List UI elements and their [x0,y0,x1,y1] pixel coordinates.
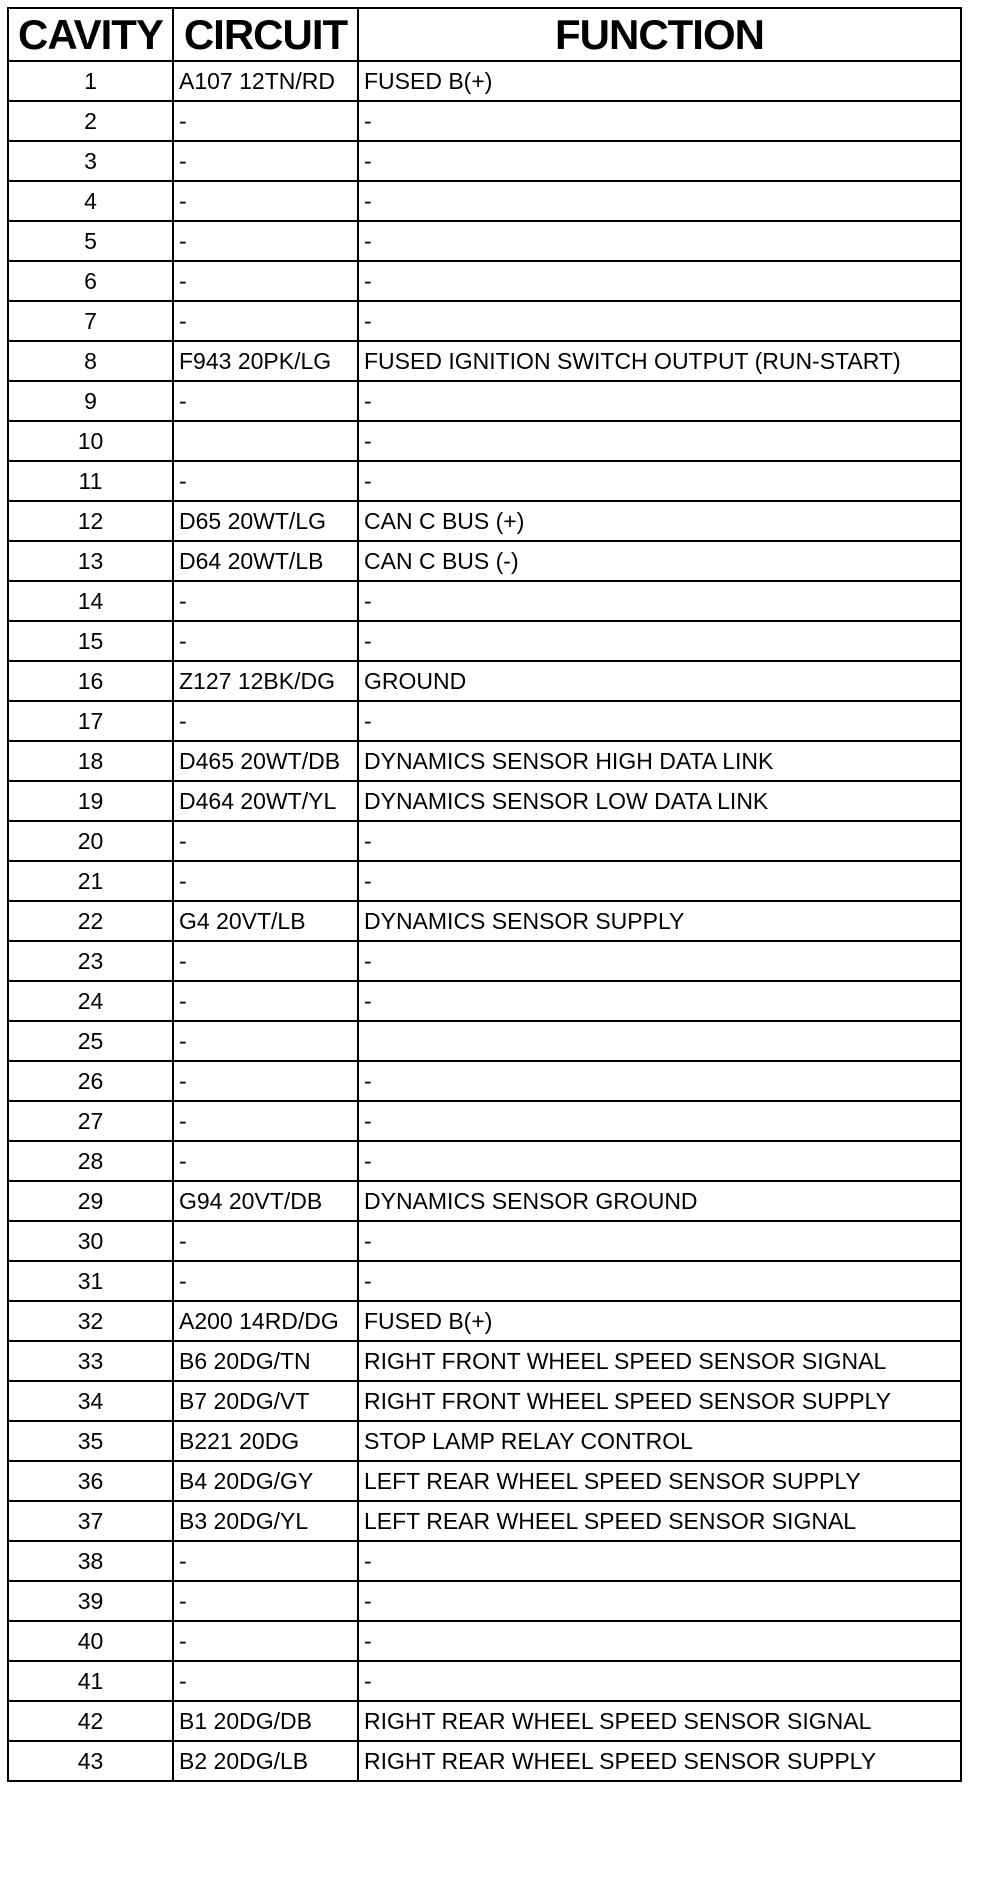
function-cell: - [358,181,961,221]
circuit-cell: G94 20VT/DB [173,1181,358,1221]
circuit-cell: - [173,1261,358,1301]
header-row [8,8,961,61]
cavity-cell: 36 [8,1461,173,1501]
table-body [8,61,961,1781]
table-row [8,1541,961,1581]
function-cell: FUSED B(+) [358,1301,961,1341]
cavity-cell: 24 [8,981,173,1021]
circuit-cell: - [173,1021,358,1061]
function-cell: - [358,421,961,461]
function-cell: GROUND [358,661,961,701]
function-cell: CAN C BUS (-) [358,541,961,581]
cavity-cell: 8 [8,341,173,381]
cavity-cell: 4 [8,181,173,221]
function-cell: - [358,621,961,661]
circuit-cell: - [173,101,358,141]
table-row [8,101,961,141]
circuit-cell: - [173,1581,358,1621]
cavity-cell: 23 [8,941,173,981]
circuit-cell: - [173,1621,358,1661]
cavity-cell: 16 [8,661,173,701]
table-row [8,541,961,581]
table-row [8,941,961,981]
table-header [8,8,961,61]
function-cell: LEFT REAR WHEEL SPEED SENSOR SUPPLY [358,1461,961,1501]
table-row [8,1181,961,1221]
table-row [8,221,961,261]
function-cell: RIGHT FRONT WHEEL SPEED SENSOR SIGNAL [358,1341,961,1381]
cavity-cell: 43 [8,1741,173,1781]
table-row [8,261,961,301]
circuit-cell: - [173,981,358,1021]
function-cell: DYNAMICS SENSOR SUPPLY [358,901,961,941]
cavity-cell: 30 [8,1221,173,1261]
function-cell: CAN C BUS (+) [358,501,961,541]
function-cell: DYNAMICS SENSOR HIGH DATA LINK [358,741,961,781]
cavity-cell: 22 [8,901,173,941]
function-cell: - [358,461,961,501]
table-row [8,861,961,901]
cavity-cell: 21 [8,861,173,901]
function-cell: - [358,1581,961,1621]
cavity-cell: 32 [8,1301,173,1341]
table-row [8,1381,961,1421]
function-cell: - [358,821,961,861]
circuit-cell: - [173,861,358,901]
function-cell: - [358,221,961,261]
function-cell: DYNAMICS SENSOR GROUND [358,1181,961,1221]
cavity-cell: 31 [8,1261,173,1301]
function-cell: FUSED B(+) [358,61,961,101]
function-cell [358,1021,961,1061]
function-cell: RIGHT FRONT WHEEL SPEED SENSOR SUPPLY [358,1381,961,1421]
circuit-cell: - [173,701,358,741]
table-row [8,461,961,501]
cavity-cell: 20 [8,821,173,861]
function-cell: - [358,941,961,981]
cavity-cell: 15 [8,621,173,661]
circuit-cell: - [173,381,358,421]
cavity-cell: 34 [8,1381,173,1421]
connector-pinout-table [7,7,962,1782]
circuit-cell: - [173,1661,358,1701]
cavity-cell: 17 [8,701,173,741]
table-row [8,1261,961,1301]
function-cell: FUSED IGNITION SWITCH OUTPUT (RUN-START) [358,341,961,381]
circuit-cell: B2 20DG/LB [173,1741,358,1781]
function-cell: - [358,261,961,301]
function-cell: - [358,1261,961,1301]
cavity-cell: 35 [8,1421,173,1461]
table-row [8,1701,961,1741]
function-cell: - [358,301,961,341]
function-cell: - [358,1141,961,1181]
circuit-cell: B4 20DG/GY [173,1461,358,1501]
table-row [8,621,961,661]
cavity-cell: 42 [8,1701,173,1741]
table-row [8,581,961,621]
cavity-cell: 28 [8,1141,173,1181]
table-row [8,1061,961,1101]
table-row [8,61,961,101]
cavity-cell: 5 [8,221,173,261]
circuit-cell: - [173,141,358,181]
header-function: FUNCTION [358,8,961,61]
table-row [8,1221,961,1261]
cavity-cell: 3 [8,141,173,181]
cavity-cell: 37 [8,1501,173,1541]
function-cell: - [358,1661,961,1701]
cavity-cell: 12 [8,501,173,541]
table-row [8,1301,961,1341]
function-cell: LEFT REAR WHEEL SPEED SENSOR SIGNAL [358,1501,961,1541]
circuit-cell: - [173,301,358,341]
table-row [8,1141,961,1181]
circuit-cell: - [173,1101,358,1141]
circuit-cell: B7 20DG/VT [173,1381,358,1421]
cavity-cell: 2 [8,101,173,141]
cavity-cell: 18 [8,741,173,781]
function-cell: - [358,581,961,621]
table-row [8,501,961,541]
function-cell: STOP LAMP RELAY CONTROL [358,1421,961,1461]
cavity-cell: 25 [8,1021,173,1061]
circuit-cell: D465 20WT/DB [173,741,358,781]
table-row [8,661,961,701]
circuit-cell: A200 14RD/DG [173,1301,358,1341]
function-cell: - [358,1061,961,1101]
table-row [8,701,961,741]
function-cell: - [358,381,961,421]
circuit-cell: D65 20WT/LG [173,501,358,541]
function-cell: - [358,981,961,1021]
cavity-cell: 19 [8,781,173,821]
table-row [8,1501,961,1541]
circuit-cell: - [173,821,358,861]
cavity-cell: 33 [8,1341,173,1381]
cavity-cell: 27 [8,1101,173,1141]
cavity-cell: 29 [8,1181,173,1221]
table-row [8,781,961,821]
circuit-cell: - [173,581,358,621]
header-cavity: CAVITY [8,8,173,61]
function-cell: - [358,1101,961,1141]
circuit-cell: B6 20DG/TN [173,1341,358,1381]
circuit-cell: - [173,1061,358,1101]
table-row [8,901,961,941]
function-cell: - [358,101,961,141]
table-row [8,741,961,781]
cavity-cell: 1 [8,61,173,101]
function-cell: - [358,701,961,741]
table-row [8,1341,961,1381]
function-cell: RIGHT REAR WHEEL SPEED SENSOR SIGNAL [358,1701,961,1741]
table-row [8,1421,961,1461]
circuit-cell: - [173,181,358,221]
circuit-cell: - [173,1221,358,1261]
circuit-cell: D64 20WT/LB [173,541,358,581]
cavity-cell: 13 [8,541,173,581]
cavity-cell: 11 [8,461,173,501]
circuit-cell: - [173,261,358,301]
function-cell: - [358,141,961,181]
table-row [8,1581,961,1621]
circuit-cell: B221 20DG [173,1421,358,1461]
cavity-cell: 38 [8,1541,173,1581]
cavity-cell: 7 [8,301,173,341]
cavity-cell: 40 [8,1621,173,1661]
function-cell: - [358,1541,961,1581]
table-row [8,981,961,1021]
cavity-cell: 14 [8,581,173,621]
table-row [8,381,961,421]
cavity-cell: 10 [8,421,173,461]
circuit-cell: - [173,621,358,661]
table-row [8,1621,961,1661]
circuit-cell: B1 20DG/DB [173,1701,358,1741]
table-row [8,341,961,381]
table-row [8,181,961,221]
table-row [8,1661,961,1701]
circuit-cell [173,421,358,461]
table-row [8,301,961,341]
circuit-cell: Z127 12BK/DG [173,661,358,701]
circuit-cell: - [173,221,358,261]
function-cell: DYNAMICS SENSOR LOW DATA LINK [358,781,961,821]
circuit-cell: D464 20WT/YL [173,781,358,821]
table-row [8,1021,961,1061]
circuit-cell: G4 20VT/LB [173,901,358,941]
function-cell: - [358,861,961,901]
cavity-cell: 6 [8,261,173,301]
table-row [8,421,961,461]
function-cell: - [358,1621,961,1661]
function-cell: RIGHT REAR WHEEL SPEED SENSOR SUPPLY [358,1741,961,1781]
table-row [8,141,961,181]
table-row [8,1101,961,1141]
cavity-cell: 26 [8,1061,173,1101]
cavity-cell: 9 [8,381,173,421]
cavity-cell: 41 [8,1661,173,1701]
circuit-cell: A107 12TN/RD [173,61,358,101]
circuit-cell: F943 20PK/LG [173,341,358,381]
table-row [8,821,961,861]
circuit-cell: - [173,1541,358,1581]
table-row [8,1741,961,1781]
cavity-cell: 39 [8,1581,173,1621]
circuit-cell: - [173,941,358,981]
circuit-cell: - [173,461,358,501]
header-circuit: CIRCUIT [173,8,358,61]
table-row [8,1461,961,1501]
circuit-cell: - [173,1141,358,1181]
function-cell: - [358,1221,961,1261]
circuit-cell: B3 20DG/YL [173,1501,358,1541]
